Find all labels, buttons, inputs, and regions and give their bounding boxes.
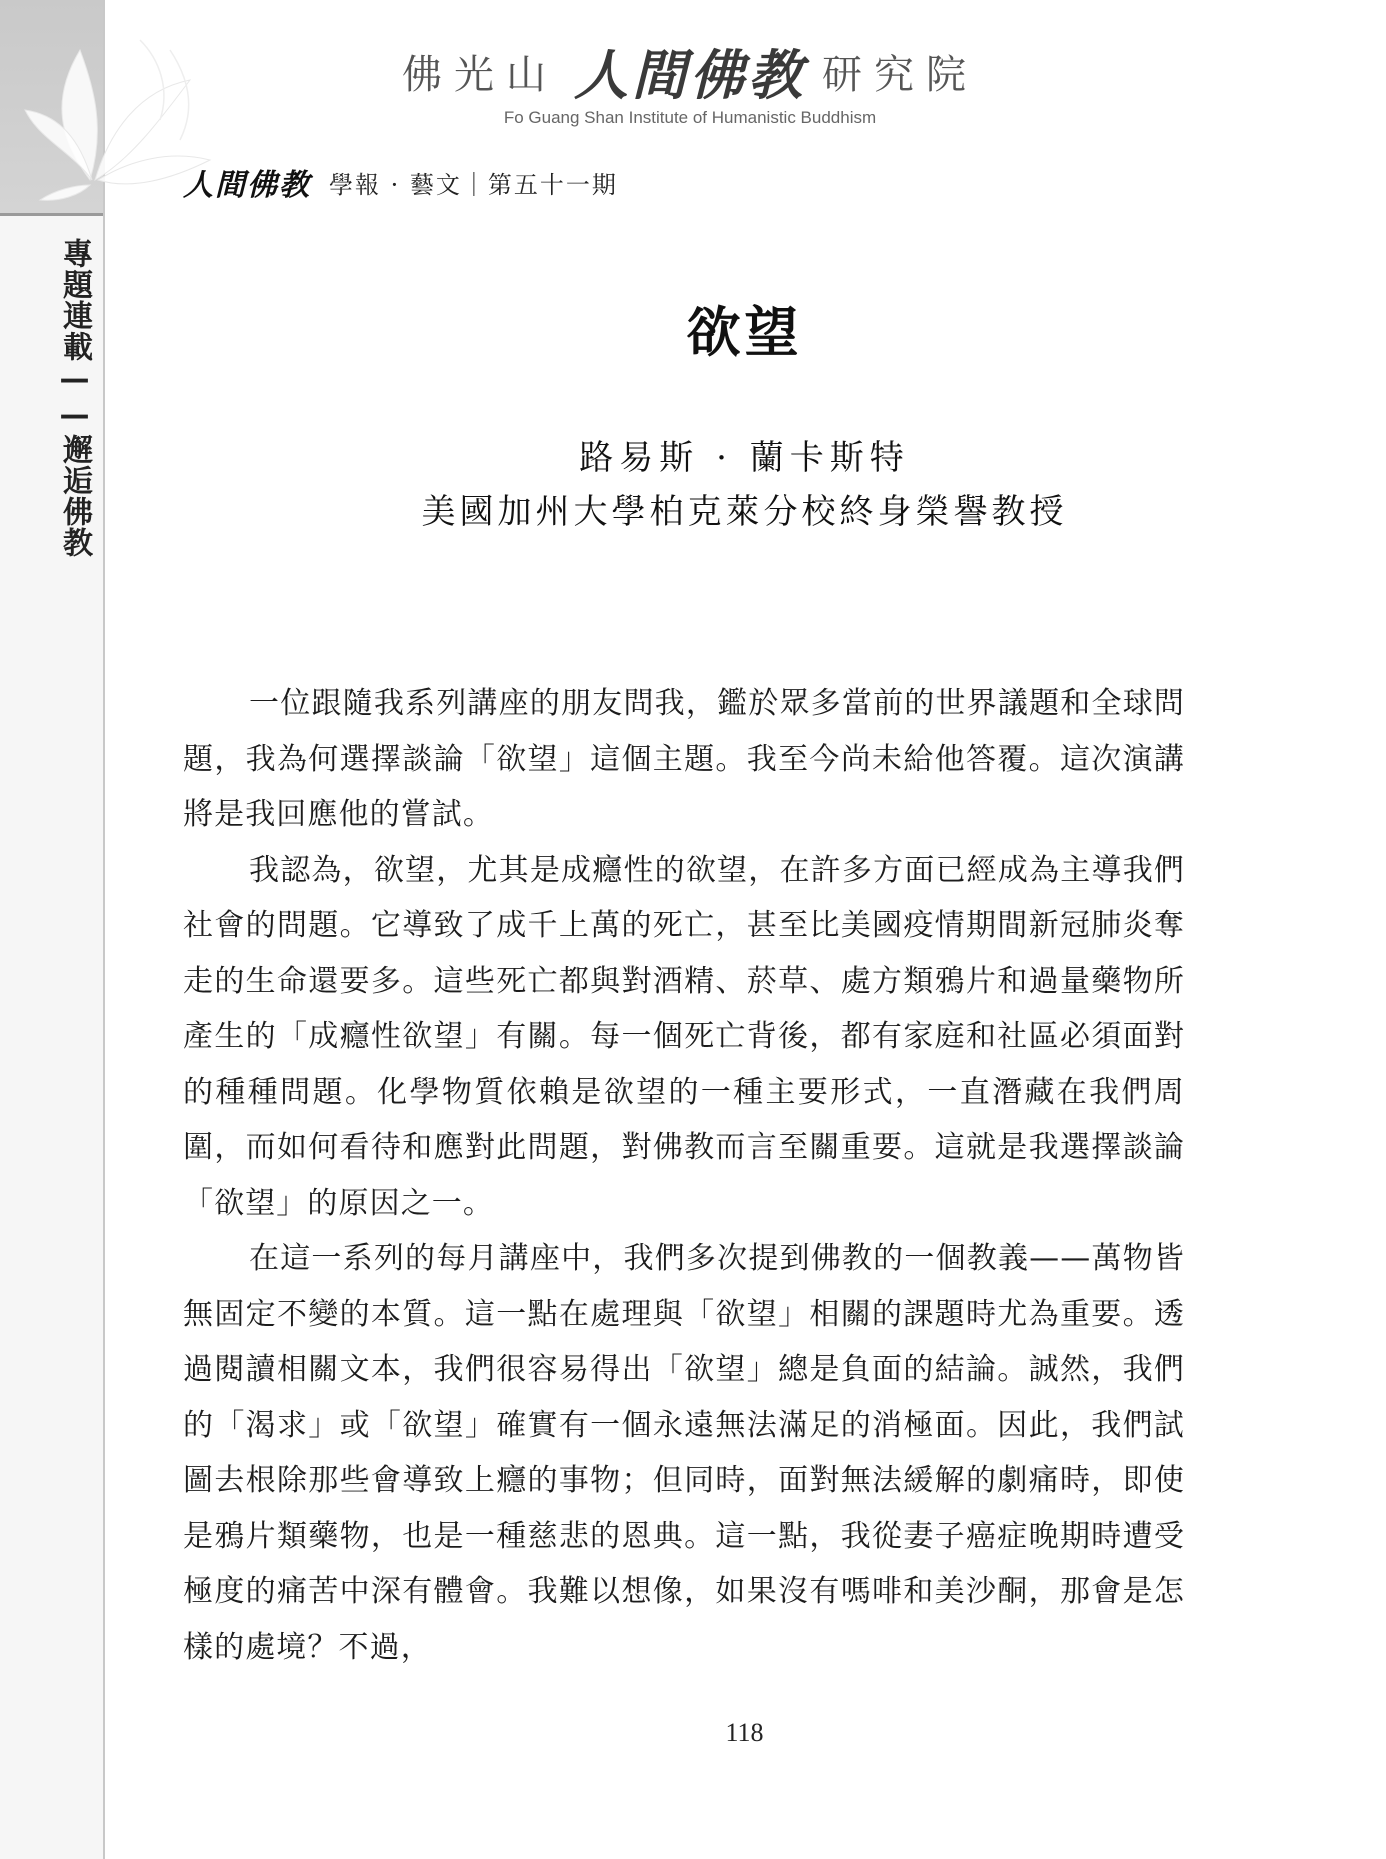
article-title: 欲望 xyxy=(686,301,803,364)
institute-name-calligraphy: 人間佛教 xyxy=(574,43,806,107)
institute-name-english: Fo Guang Shan Institute of Humanistic Buddhism xyxy=(503,108,877,127)
institute-name-right: 研究院 xyxy=(822,51,978,98)
section-label-vertical: 專題連載——邂逅佛教 xyxy=(57,238,92,558)
body-paragraph: 在這一系列的每月講座中，我們多次提到佛教的一個教義——萬物皆無固定不變的本質。這一點在處理與「欲望」相關的課題時尤為重要。透過閱讀相關文本，我們很容易得出「欲望」總是負面的結論。誠然，我們的「渴求」或「欲望」確實有一個永遠無法滿足的消極面。因此，我們試圖去根除那些會導致上癮的事物；但同時，面對無法緩解的劇痛時，即使是鴉片類藥物，也是一種慈悲的恩典。這一點，我從妻子癌症晚期時遭受極度的痛苦中深有體會。我難以想像，如果沒有嗎啡和美沙酮，那會是怎樣的處境？不過， xyxy=(183,1241,1185,1665)
journal-logo: 人間佛教 xyxy=(183,168,311,203)
institute-name-left: 佛光山 xyxy=(402,51,558,98)
corner-divider xyxy=(0,213,103,216)
institute-name xyxy=(380,38,1000,107)
page-number: 118 xyxy=(725,1718,764,1747)
body-paragraph: 一位跟隨我系列講座的朋友問我，鑑於眾多當前的世界議題和全球問題，我為何選擇談論「欲望」這個主題。我至今尚未給他答覆。這次演講將是我回應他的嘗試。 xyxy=(183,686,1185,832)
article-body xyxy=(183,676,1185,1675)
author-affiliation: 美國加州大學柏克萊分校終身榮譽教授 xyxy=(421,492,1068,532)
journal-issue-info: 學報 · 藝文｜第五十一期 xyxy=(329,170,618,199)
body-paragraph: 我認為，欲望，尤其是成癮性的欲望，在許多方面已經成為主導我們社會的問題。它導致了成千上萬的死亡，甚至比美國疫情期間新冠肺炎奪走的生命還要多。這些死亡都與對酒精、菸草、處方類鴉片和過量藥物所產生的「成癮性欲望」有關。每一個死亡背後，都有家庭和社區必須面對的種種問題。化學物質依賴是欲望的一種主要形式，一直潛藏在我們周圍，而如何看待和應對此問題，對佛教而言至關重要。這就是我選擇談論「欲望」的原因之一。 xyxy=(183,852,1185,1221)
article-author: 路易斯 · 蘭卡斯特 xyxy=(579,438,910,478)
journal-header xyxy=(183,162,618,202)
